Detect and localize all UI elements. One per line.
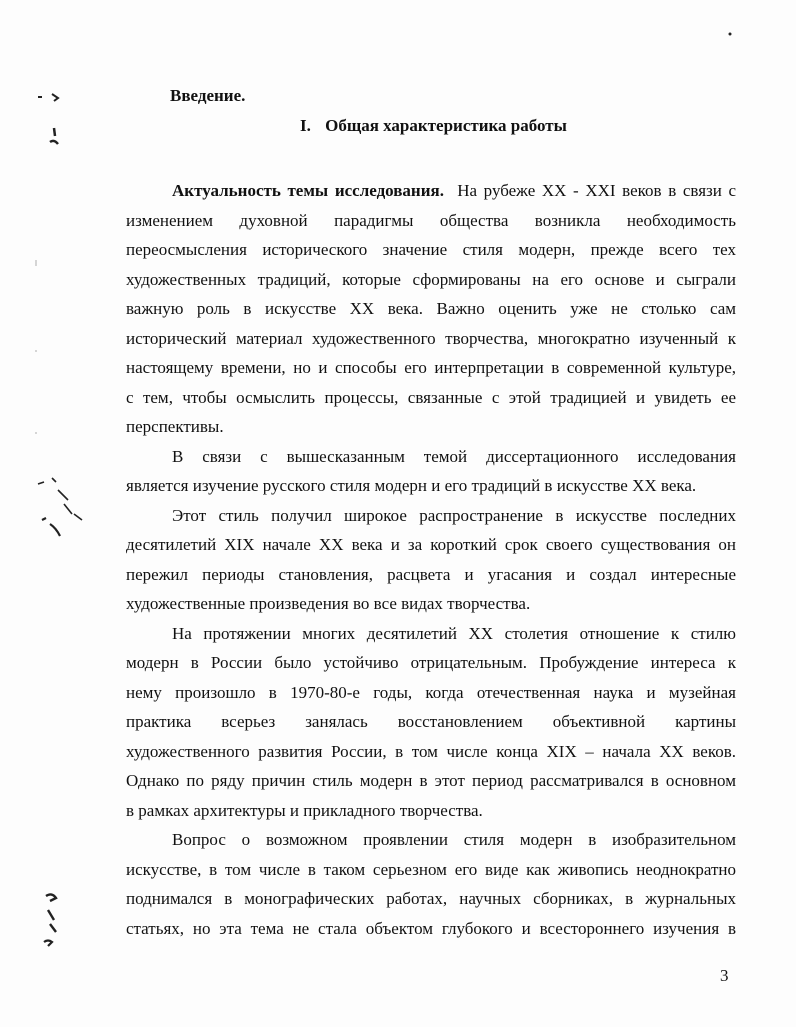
scan-speck	[729, 33, 731, 35]
paragraph-style-spread	[126, 501, 736, 619]
text-line: художественного развития России, в том числе конца XIX – начала XX веков.	[126, 741, 736, 761]
document-body	[126, 176, 736, 943]
paragraph-question	[126, 825, 736, 943]
text-line: В связи с вышесказанным темой диссертационного исследования	[172, 446, 736, 466]
section-title: Общая характеристика работы	[325, 116, 567, 135]
text-line: является изучение русского стиля модерн и его традиций в искусстве XX века.	[126, 476, 697, 495]
section-number: I.	[300, 116, 311, 135]
text-line: статьях, но эта тема не стала объектом глубокого и всестороннего изучения в	[126, 918, 736, 938]
text-line: важную роль в искусстве XX века. Важно оценить уже не столько сам	[126, 299, 736, 318]
relevance-lead: Актуальность темы исследования.	[172, 181, 444, 200]
text-line: Однако по ряду причин стиль модерн в этот период рассматривался в основном	[126, 771, 736, 790]
text-line: исторический материал художественного творчества, многократно изученный к	[126, 328, 736, 348]
page-number: 3	[720, 966, 729, 985]
text-line: художественных традиций, которые сформированы на его основе и сыграли	[126, 269, 736, 289]
text-line: Этот стиль получил широкое распространение в искусстве последних	[172, 505, 736, 525]
text-line: настоящему времени, но и способы его интерпретации в современной культуре,	[126, 358, 736, 377]
section-heading	[300, 116, 567, 136]
text-line: переосмысления исторического значение стиля модерн, прежде всего тех	[126, 240, 736, 259]
scan-mark	[46, 894, 56, 932]
text-line: перспективы.	[126, 417, 224, 436]
paragraph-relevance	[126, 176, 736, 442]
scan-mark	[38, 94, 58, 101]
scan-mark	[50, 128, 58, 144]
paragraph-topic	[126, 442, 736, 501]
text-line: модерн в России было устойчиво отрицательным. Пробуждение интереса к	[126, 653, 736, 672]
text-line: пережил периоды становления, расцвета и угасания и создал интересные	[126, 564, 736, 584]
text-line: поднимался в монографических работах, научных сборниках, в журнальных	[126, 889, 736, 908]
paragraph-attitude	[126, 619, 736, 826]
text-line: в рамках архитектуры и прикладного творчества.	[126, 800, 483, 820]
scan-mark	[38, 478, 82, 520]
text-line: Актуальность темы исследования. На рубеже XX - XXI веков в связи с	[172, 181, 736, 200]
text-line: художественные произведения во все видах творчества.	[126, 594, 531, 613]
text-line: искусстве, в том числе в таком серьезном его виде как живопись неоднократно	[126, 859, 736, 879]
text-line: практика всерьез занялась восстановлением объективной картины	[126, 712, 736, 731]
text-line: десятилетий XIX начале XX века и за короткий срок своего существования он	[126, 535, 736, 554]
scan-mark	[44, 941, 52, 947]
scan-mark	[42, 518, 60, 536]
text-line: нему произошло в 1970-80-е годы, когда отечественная наука и музейная	[126, 682, 736, 702]
intro-heading: Введение.	[170, 86, 246, 105]
text-line: с тем, чтобы осмыслить процессы, связанные с этой традицией и увидеть ее	[126, 387, 736, 407]
text-line: Вопрос о возможном проявлении стиля модерн в изобразительном	[172, 830, 736, 849]
text-line: изменением духовной парадигмы общества возникла необходимость	[126, 210, 736, 230]
text-line: На протяжении многих десятилетий XX столетия отношение к стилю	[172, 623, 736, 643]
